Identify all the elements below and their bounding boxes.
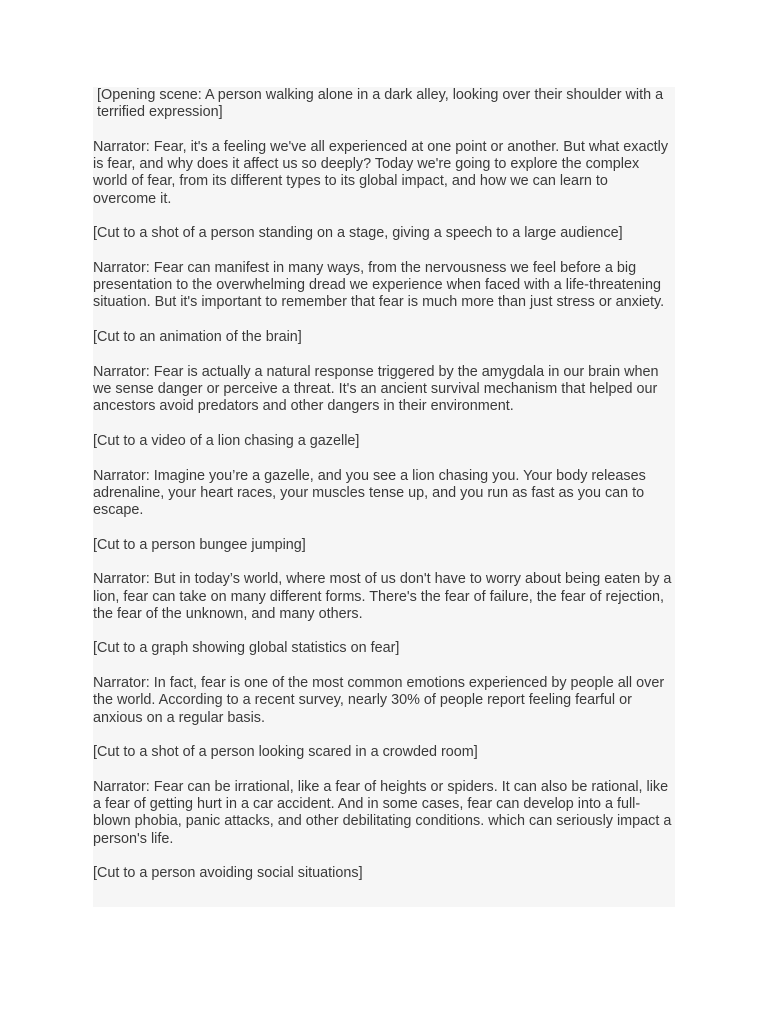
stage-direction-paragraph: [Cut to a graph showing global statistics on fear] [93, 640, 400, 657]
stage-direction-paragraph: [Opening scene: A person walking alone in a dark alley, looking over their shoulder with a terrified expression] [97, 87, 664, 121]
narrator-paragraph: Narrator: Fear can manifest in many ways, from the nervousness we feel before a big presentation to the overwhelming dread we experience when faced with a life-threatening situation. But it's important to remember that fear is much more than just stress or anxiety. [93, 259, 665, 311]
stage-direction-paragraph: [Cut to a shot of a person standing on a stage, giving a speech to a large audience] [93, 225, 623, 242]
narrator-paragraph: Narrator: Fear, it's a feeling we've all experienced at one point or another. But what exactly is fear, and why does it affect us so deeply? Today we're going to explore the complex world of fear, from its different types to its global impact, and how we can learn to overcome it. [93, 138, 669, 207]
stage-direction-paragraph: [Cut to a video of a lion chasing a gazelle] [93, 432, 360, 449]
script-text-block [93, 87, 675, 907]
narrator-paragraph: Narrator: But in today’s world, where most of us don't have to worry about being eaten by a lion, fear can take on many different forms. There's the fear of failure, the fear of rejection, the fear of the unknown, and many others. [93, 571, 672, 622]
stage-direction-paragraph: [Cut to a person avoiding social situations] [93, 865, 363, 882]
narrator-paragraph: Narrator: Imagine you’re a gazelle, and you see a lion chasing you. Your body releases adrenaline, your heart races, your muscles tense up, and you run as fast as you can to escape. [93, 467, 646, 518]
stage-direction-paragraph: [Cut to a shot of a person looking scared in a crowded room] [93, 744, 478, 761]
stage-direction-paragraph: [Cut to a person bungee jumping] [93, 536, 306, 553]
narrator-paragraph: Narrator: Fear is actually a natural response triggered by the amygdala in our brain when we sense danger or perceive a threat. It's an ancient survival mechanism that helped our ancestors avoid predators and other dangers in their environment. [93, 363, 659, 415]
stage-direction-paragraph: [Cut to an animation of the brain] [93, 329, 302, 346]
narrator-paragraph: Narrator: In fact, fear is one of the most common emotions experienced by people all over the world. According to a recent survey, nearly 30% of people report feeling fearful or anxious on a regular basis. [93, 675, 665, 726]
narrator-paragraph: Narrator: Fear can be irrational, like a fear of heights or spiders. It can also be rational, like a fear of getting hurt in a car accident. And in some cases, fear can develop into a full-blown phobia, panic attacks, and other debilitating conditions. which can seriously impact a person's life. [93, 778, 672, 847]
